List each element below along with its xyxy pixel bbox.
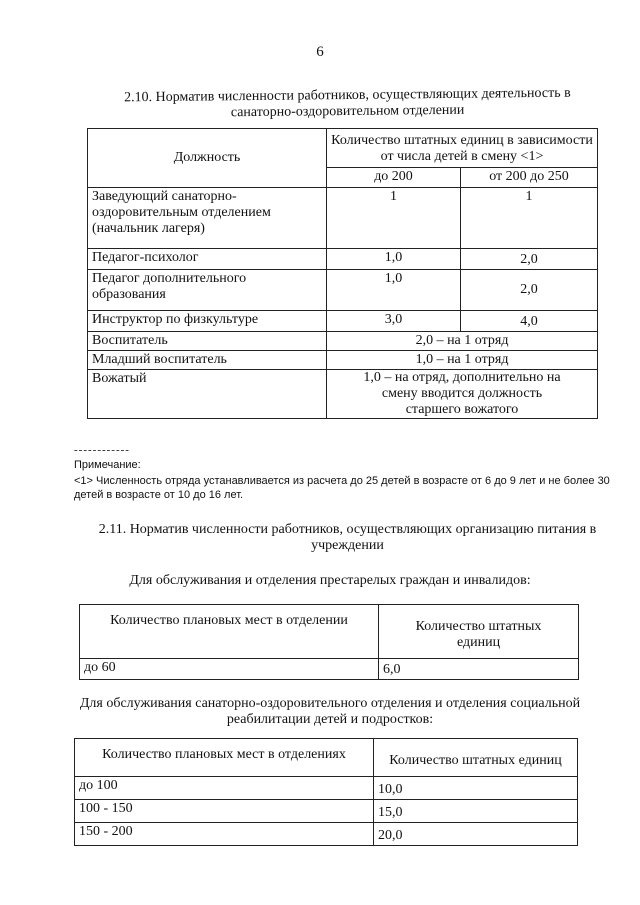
position-cell: Младший воспитатель	[88, 351, 327, 370]
merged-value-cell: 1,0 – на 1 отряд	[327, 351, 598, 370]
position-cell: Заведующий санаторно-оздоровительным отделением (начальник лагеря)	[88, 188, 327, 249]
places-cell: до 60	[80, 659, 379, 680]
places-cell: 150 - 200	[75, 823, 374, 846]
places-cell: до 100	[75, 777, 374, 800]
note-title: Примечание:	[74, 459, 141, 471]
table-row	[88, 311, 598, 332]
header-places: Количество плановых мест в отделениях	[75, 739, 374, 777]
staffing-table-2-10	[87, 128, 598, 419]
table-row	[80, 659, 579, 680]
value-cell: 1	[327, 188, 461, 249]
elderly-paragraph: Для обслуживания и отделения престарелых граждан и инвалидов:	[129, 573, 531, 588]
page-number: 6	[316, 44, 324, 60]
value-cell: 2,0	[461, 249, 598, 270]
note-text: <1> Численность отряда устанавливается из расчета до 25 детей в возрасте от 6 до 9 лет и не более 30 детей в возрасте от 10 до 16 лет.	[74, 475, 610, 501]
staffing-table-children	[74, 738, 578, 846]
units-cell: 10,0	[374, 777, 578, 800]
section-2-11-title: 2.11. Норматив численности работников, осуществляющих организацию питания в учреждении	[98, 522, 597, 553]
header-position: Должность	[88, 129, 327, 188]
table-row	[75, 823, 578, 846]
subheader-up-to-200: до 200	[327, 168, 461, 188]
children-paragraph: Для обслуживания санаторно-оздоровительного отделения и отделения социальной реабилитации детей и подростков:	[79, 696, 581, 727]
value-cell: 4,0	[461, 311, 598, 332]
position-cell: Педагог-психолог	[88, 249, 327, 270]
table-row	[88, 351, 598, 370]
table-row	[75, 777, 578, 800]
position-cell: Воспитатель	[88, 332, 327, 351]
header-quantity: Количество штатных единиц в зависимости от числа детей в смену <1>	[327, 129, 598, 168]
value-cell: 1,0	[327, 249, 461, 270]
table-header-row	[80, 605, 579, 659]
merged-value-cell: 2,0 – на 1 отряд	[327, 332, 598, 351]
table-row	[88, 370, 598, 419]
table-row	[88, 332, 598, 351]
table-row	[75, 800, 578, 823]
position-cell: Инструктор по физкультуре	[88, 311, 327, 332]
footnote-separator: ------------	[74, 444, 130, 456]
staffing-table-elderly	[79, 604, 579, 680]
units-cell: 15,0	[374, 800, 578, 823]
header-places: Количество плановых мест в отделении	[80, 605, 379, 659]
units-cell: 6,0	[379, 659, 579, 680]
header-units: Количество штатных единиц	[374, 739, 578, 777]
position-cell: Вожатый	[88, 370, 327, 419]
header-units: Количество штатных единиц	[379, 605, 579, 659]
table-header-row	[75, 739, 578, 777]
units-cell: 20,0	[374, 823, 578, 846]
value-cell: 1	[461, 188, 598, 249]
subheader-200-250: от 200 до 250	[461, 168, 598, 188]
value-cell: 3,0	[327, 311, 461, 332]
position-cell: Педагог дополнительного образования	[88, 270, 327, 311]
table-row	[88, 249, 598, 270]
table-row	[88, 188, 598, 249]
table-header-row	[88, 129, 598, 168]
section-2-10-title: 2.10. Норматив численности работников, осуществляющих деятельность в санаторно-оздоровительном отделении	[124, 85, 571, 121]
places-cell: 100 - 150	[75, 800, 374, 823]
merged-value-cell: 1,0 – на отряд, дополнительно на смену вводится должность старшего вожатого	[327, 370, 598, 419]
table-row	[88, 270, 598, 311]
value-cell: 1,0	[327, 270, 461, 311]
value-cell: 2,0	[461, 270, 598, 311]
